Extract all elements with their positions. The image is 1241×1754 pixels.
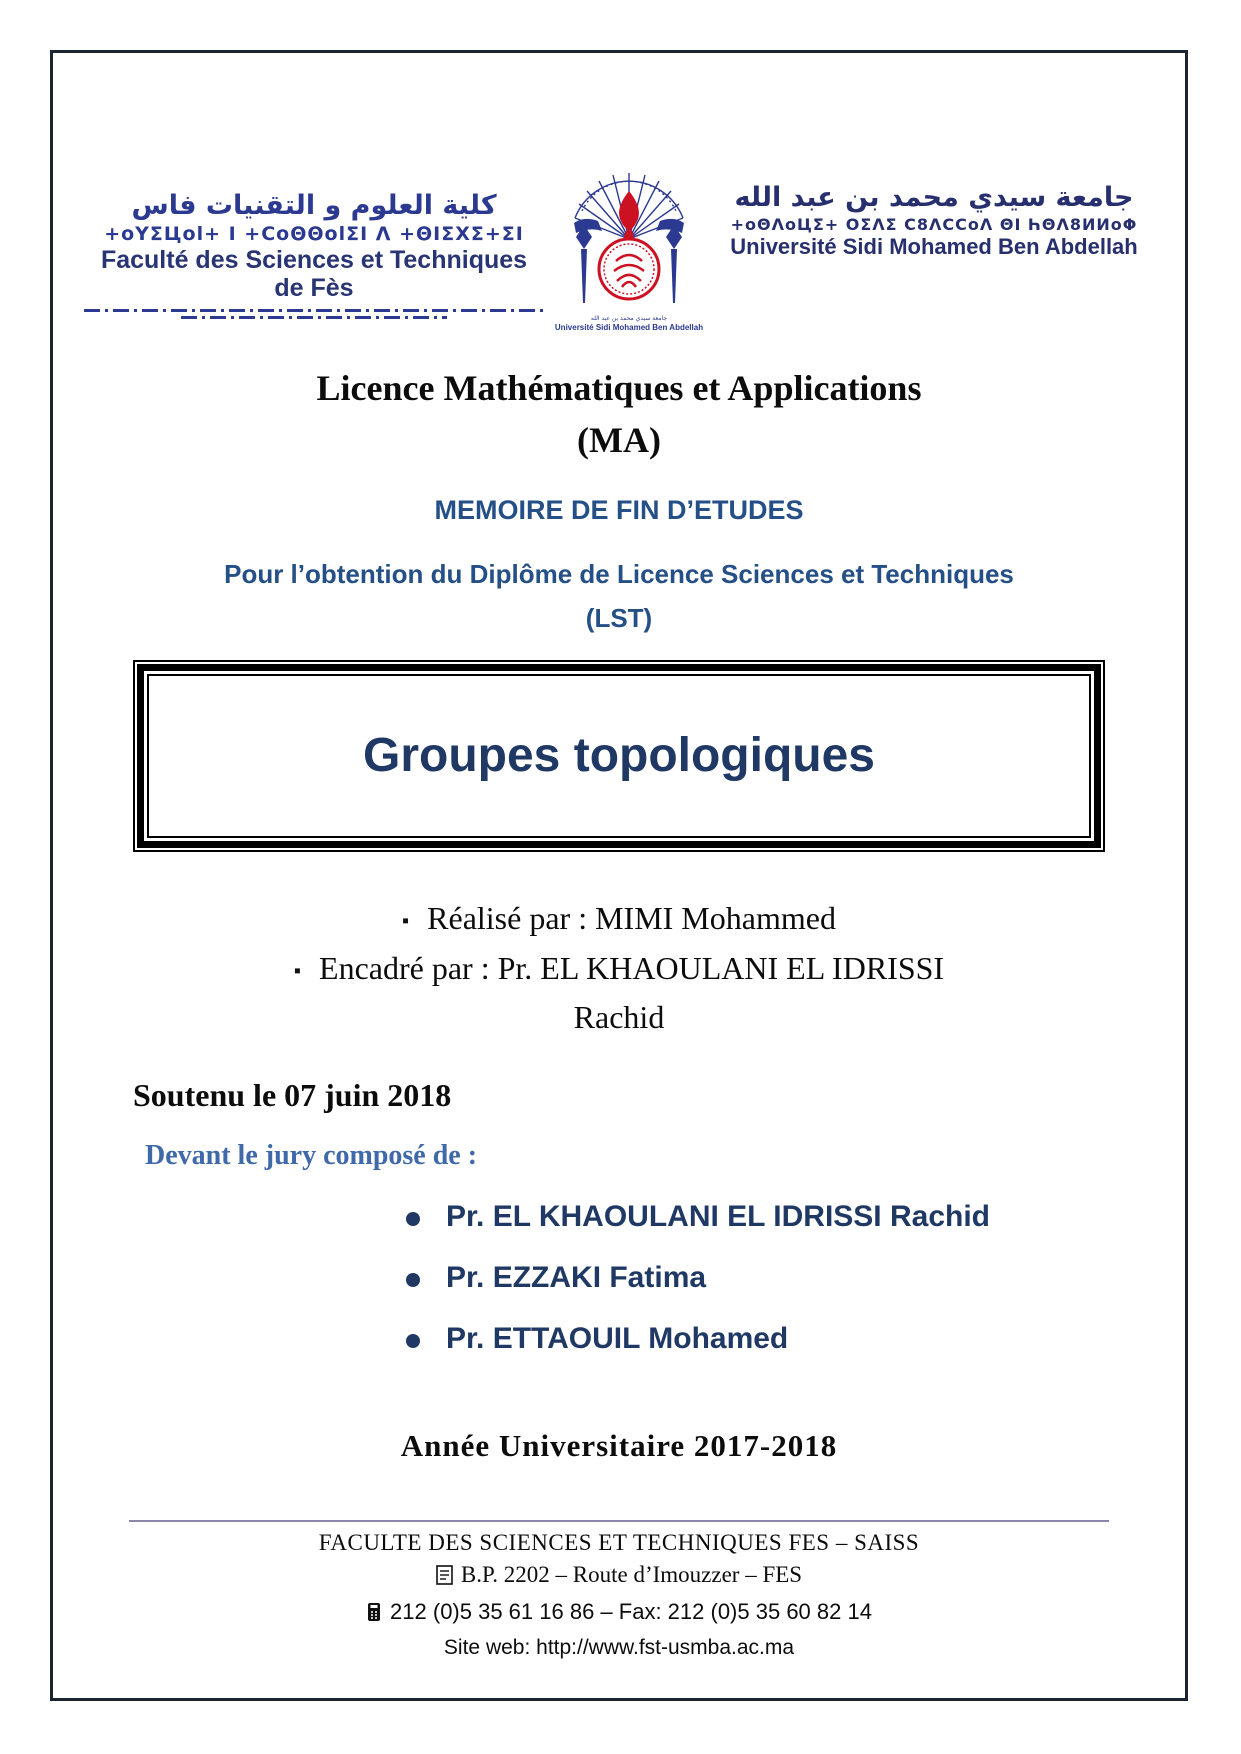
faculty-name-tifinagh: +oYΣЦol+ I +CoΘΘolΣI Λ +ΘIΣXΣ+ΣI: [104, 222, 524, 245]
emblem-caption-arabic: جامعة سيدي محمد بن عبد الله: [590, 315, 668, 322]
thesis-title: Groupes topologiques: [363, 729, 875, 783]
dash-divider: [181, 316, 448, 319]
dash-divider: [84, 309, 544, 312]
jury-heading: Devant le jury composé de :: [145, 1139, 478, 1171]
defense-date: Soutenu le 07 juin 2018: [133, 1076, 452, 1113]
square-bullet-icon: ▪: [293, 959, 302, 982]
memoire-heading: MEMOIRE DE FIN D’ETUDES: [434, 494, 804, 525]
memoire-abbr: (LST): [585, 602, 653, 633]
university-name-arabic: جامعة سيدي محمد بن عبد الله: [734, 182, 1134, 213]
encadre-line: [53, 944, 1185, 994]
footer-faculty-name: FACULTE DES SCIENCES ET TECHNIQUES FES – SAISS: [318, 1529, 920, 1555]
university-name-tifinagh: +oΘΛoЦΣ+ OΣΛΣ C8ΛCCoΛ ΘI ҺΘΛ8ИИoΦ: [730, 214, 1138, 234]
letter-icon: [436, 1565, 453, 1591]
university-emblem: [554, 161, 704, 332]
academic-year: Année Universitaire 2017-2018: [400, 1427, 838, 1463]
header: [53, 161, 1185, 332]
jury-list: [398, 1200, 1185, 1356]
title-box: [133, 660, 1105, 852]
jury-member: Pr. EZZAKI Fatima: [398, 1261, 1185, 1295]
realise-line: [53, 894, 1185, 944]
faculty-block: [84, 189, 544, 319]
emblem-caption: Université Sidi Mohamed Ben Abdellah: [554, 322, 704, 332]
page-border: [50, 50, 1188, 1701]
footer-phone: [53, 1599, 1185, 1628]
memoire-subtitle: Pour l’obtention du Diplôme de Licence Sciences et Techniques: [224, 558, 1014, 589]
encadre-text: Encadré par : Pr. EL KHAOULANI EL IDRISSI: [319, 949, 945, 986]
square-bullet-icon: ▪: [402, 910, 410, 933]
university-block: [714, 181, 1154, 259]
encadre-line2: Rachid: [573, 999, 665, 1036]
footer-website: Site web: http://www.fst-usmba.ac.ma: [443, 1635, 795, 1659]
faculty-name-arabic: كلية العلوم و التقنيات فاس: [131, 190, 497, 221]
degree-line2: (MA): [577, 420, 661, 461]
degree-line1: Licence Mathématiques et Applications: [316, 368, 922, 409]
faculty-name-french: Faculté des Sciences et Techniques de Fès: [100, 245, 528, 303]
degree-title: [53, 362, 1185, 466]
realise-text: Réalisé par : MIMI Mohammed: [427, 899, 836, 936]
memoire-subheading: [53, 552, 1185, 640]
jury-member: Pr. ETTAOUIL Mohamed: [398, 1322, 1185, 1356]
footer-divider: [129, 1520, 1109, 1522]
footer-phone-text: 212 (0)5 35 61 16 86 – Fax: 212 (0)5 35 60 82 14: [390, 1598, 872, 1624]
credits: [53, 894, 1185, 1043]
university-name-french: Université Sidi Mohamed Ben Abdellah: [730, 233, 1138, 259]
footer: [53, 1520, 1185, 1660]
university-emblem-icon: [554, 161, 704, 311]
phone-icon: [366, 1602, 382, 1628]
jury-member: Pr. EL KHAOULANI EL IDRISSI Rachid: [398, 1200, 1185, 1234]
footer-address: [53, 1562, 1185, 1591]
footer-address-text: B.P. 2202 – Route d’Imouzzer – FES: [460, 1561, 803, 1587]
